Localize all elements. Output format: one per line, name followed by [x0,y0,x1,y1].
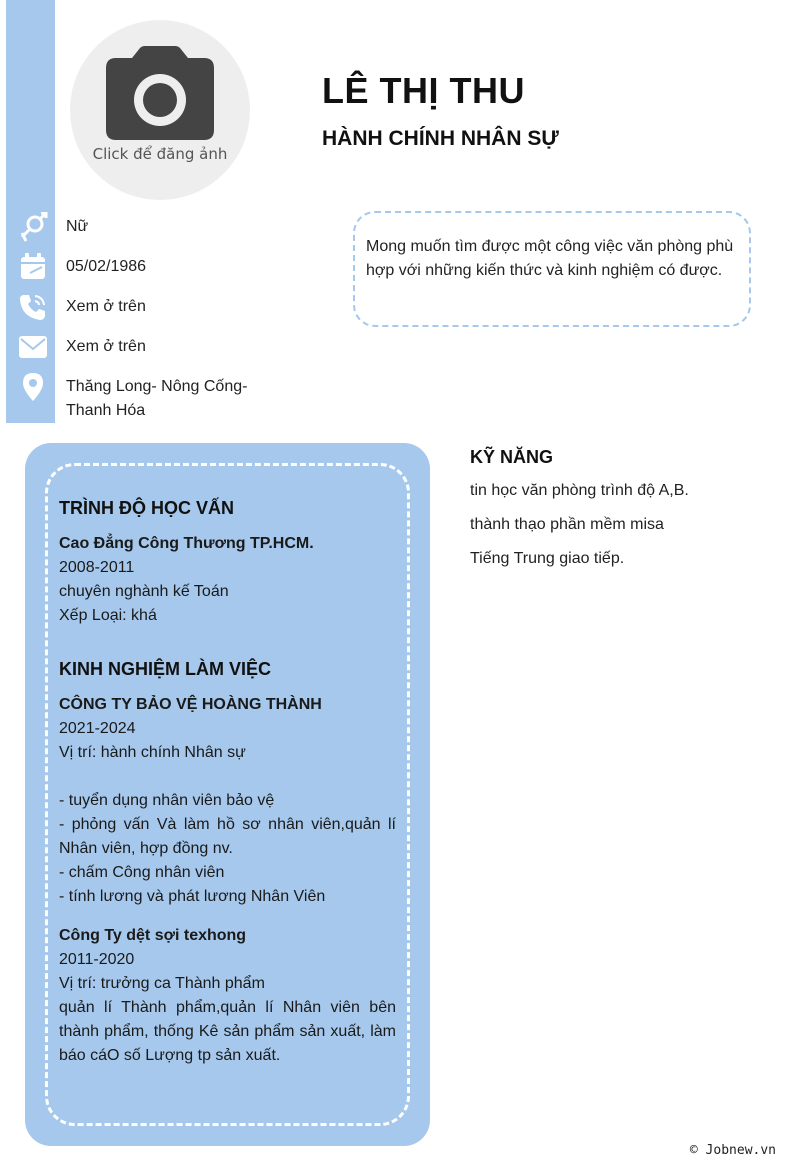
location-pin-icon [18,372,48,402]
job-duty: - tính lương và phát lương Nhân Viên [59,888,326,905]
experience-entry [59,924,396,1068]
experience-title: KINH NGHIỆM LÀM VIỆC [59,659,272,679]
birthday-value: 05/02/1986 [66,258,147,275]
education-title: TRÌNH ĐỘ HỌC VẤN [59,498,234,518]
job-role: Vị trí: hành chính Nhân sự [59,744,246,761]
email-value: Xem ở trên [66,338,146,355]
education-grade: Xếp Loại: khá [59,607,157,624]
job-duty: - chấm Công nhân viên [59,864,225,881]
avatar-caption: Click để đăng ảnh [92,145,228,163]
avatar-upload[interactable] [70,20,250,200]
phone-value: Xem ở trên [66,298,146,315]
address-line-2: Thanh Hóa [66,402,146,419]
education-major: chuyên nghành kế Toán [59,583,229,600]
job-company: CÔNG TY BẢO VỆ HOÀNG THÀNH [59,696,322,713]
skill-item: tin học văn phòng trình độ A,B. [470,482,689,499]
candidate-position: HÀNH CHÍNH NHÂN SỰ [322,127,559,150]
education-school: Cao Đẳng Công Thương TP.HCM. [59,535,314,552]
skill-item: thành thạo phần mềm misa [470,516,664,533]
address-line-1: Thăng Long- Nông Cống- [66,378,248,395]
gender-value: Nữ [66,218,89,235]
education-entry [59,532,396,628]
job-years: 2011-2020 [59,951,135,968]
job-years: 2021-2024 [59,720,136,737]
experience-entry [59,693,396,909]
skill-item: Tiếng Trung giao tiếp. [470,550,625,567]
candidate-name: LÊ THỊ THU [322,70,525,111]
job-description: quản lí Thành phẩm,quản lí Nhân viên bên thành phẩm, thống Kê sản phẩm sản xuất, làm báo cáO số Lượng tp sản xuất. [59,999,396,1064]
address-value [66,375,247,423]
job-role: Vị trí: trưởng ca Thành phẩm [59,975,265,992]
footer-copyright: © Jobnew.vn [689,1143,776,1158]
camera-icon [106,46,214,140]
email-icon [18,332,48,362]
education-years: 2008-2011 [59,559,135,576]
calendar-icon [18,252,48,282]
job-duty: - phỏng vấn Và làm hồ sơ nhân viên,quản lí Nhân viên, hợp đồng nv. [59,816,396,857]
job-company: Công Ty dệt sợi texhong [59,927,247,944]
skills-title: KỸ NĂNG [470,447,554,467]
job-duty: - tuyển dụng nhân viên bảo vệ [59,792,275,809]
gender-icon [18,212,48,242]
career-objective: Mong muốn tìm được một công việc văn phòng phù hợp với những kiến thức và kinh nghiệm có được. [353,211,751,327]
phone-icon [18,292,48,322]
